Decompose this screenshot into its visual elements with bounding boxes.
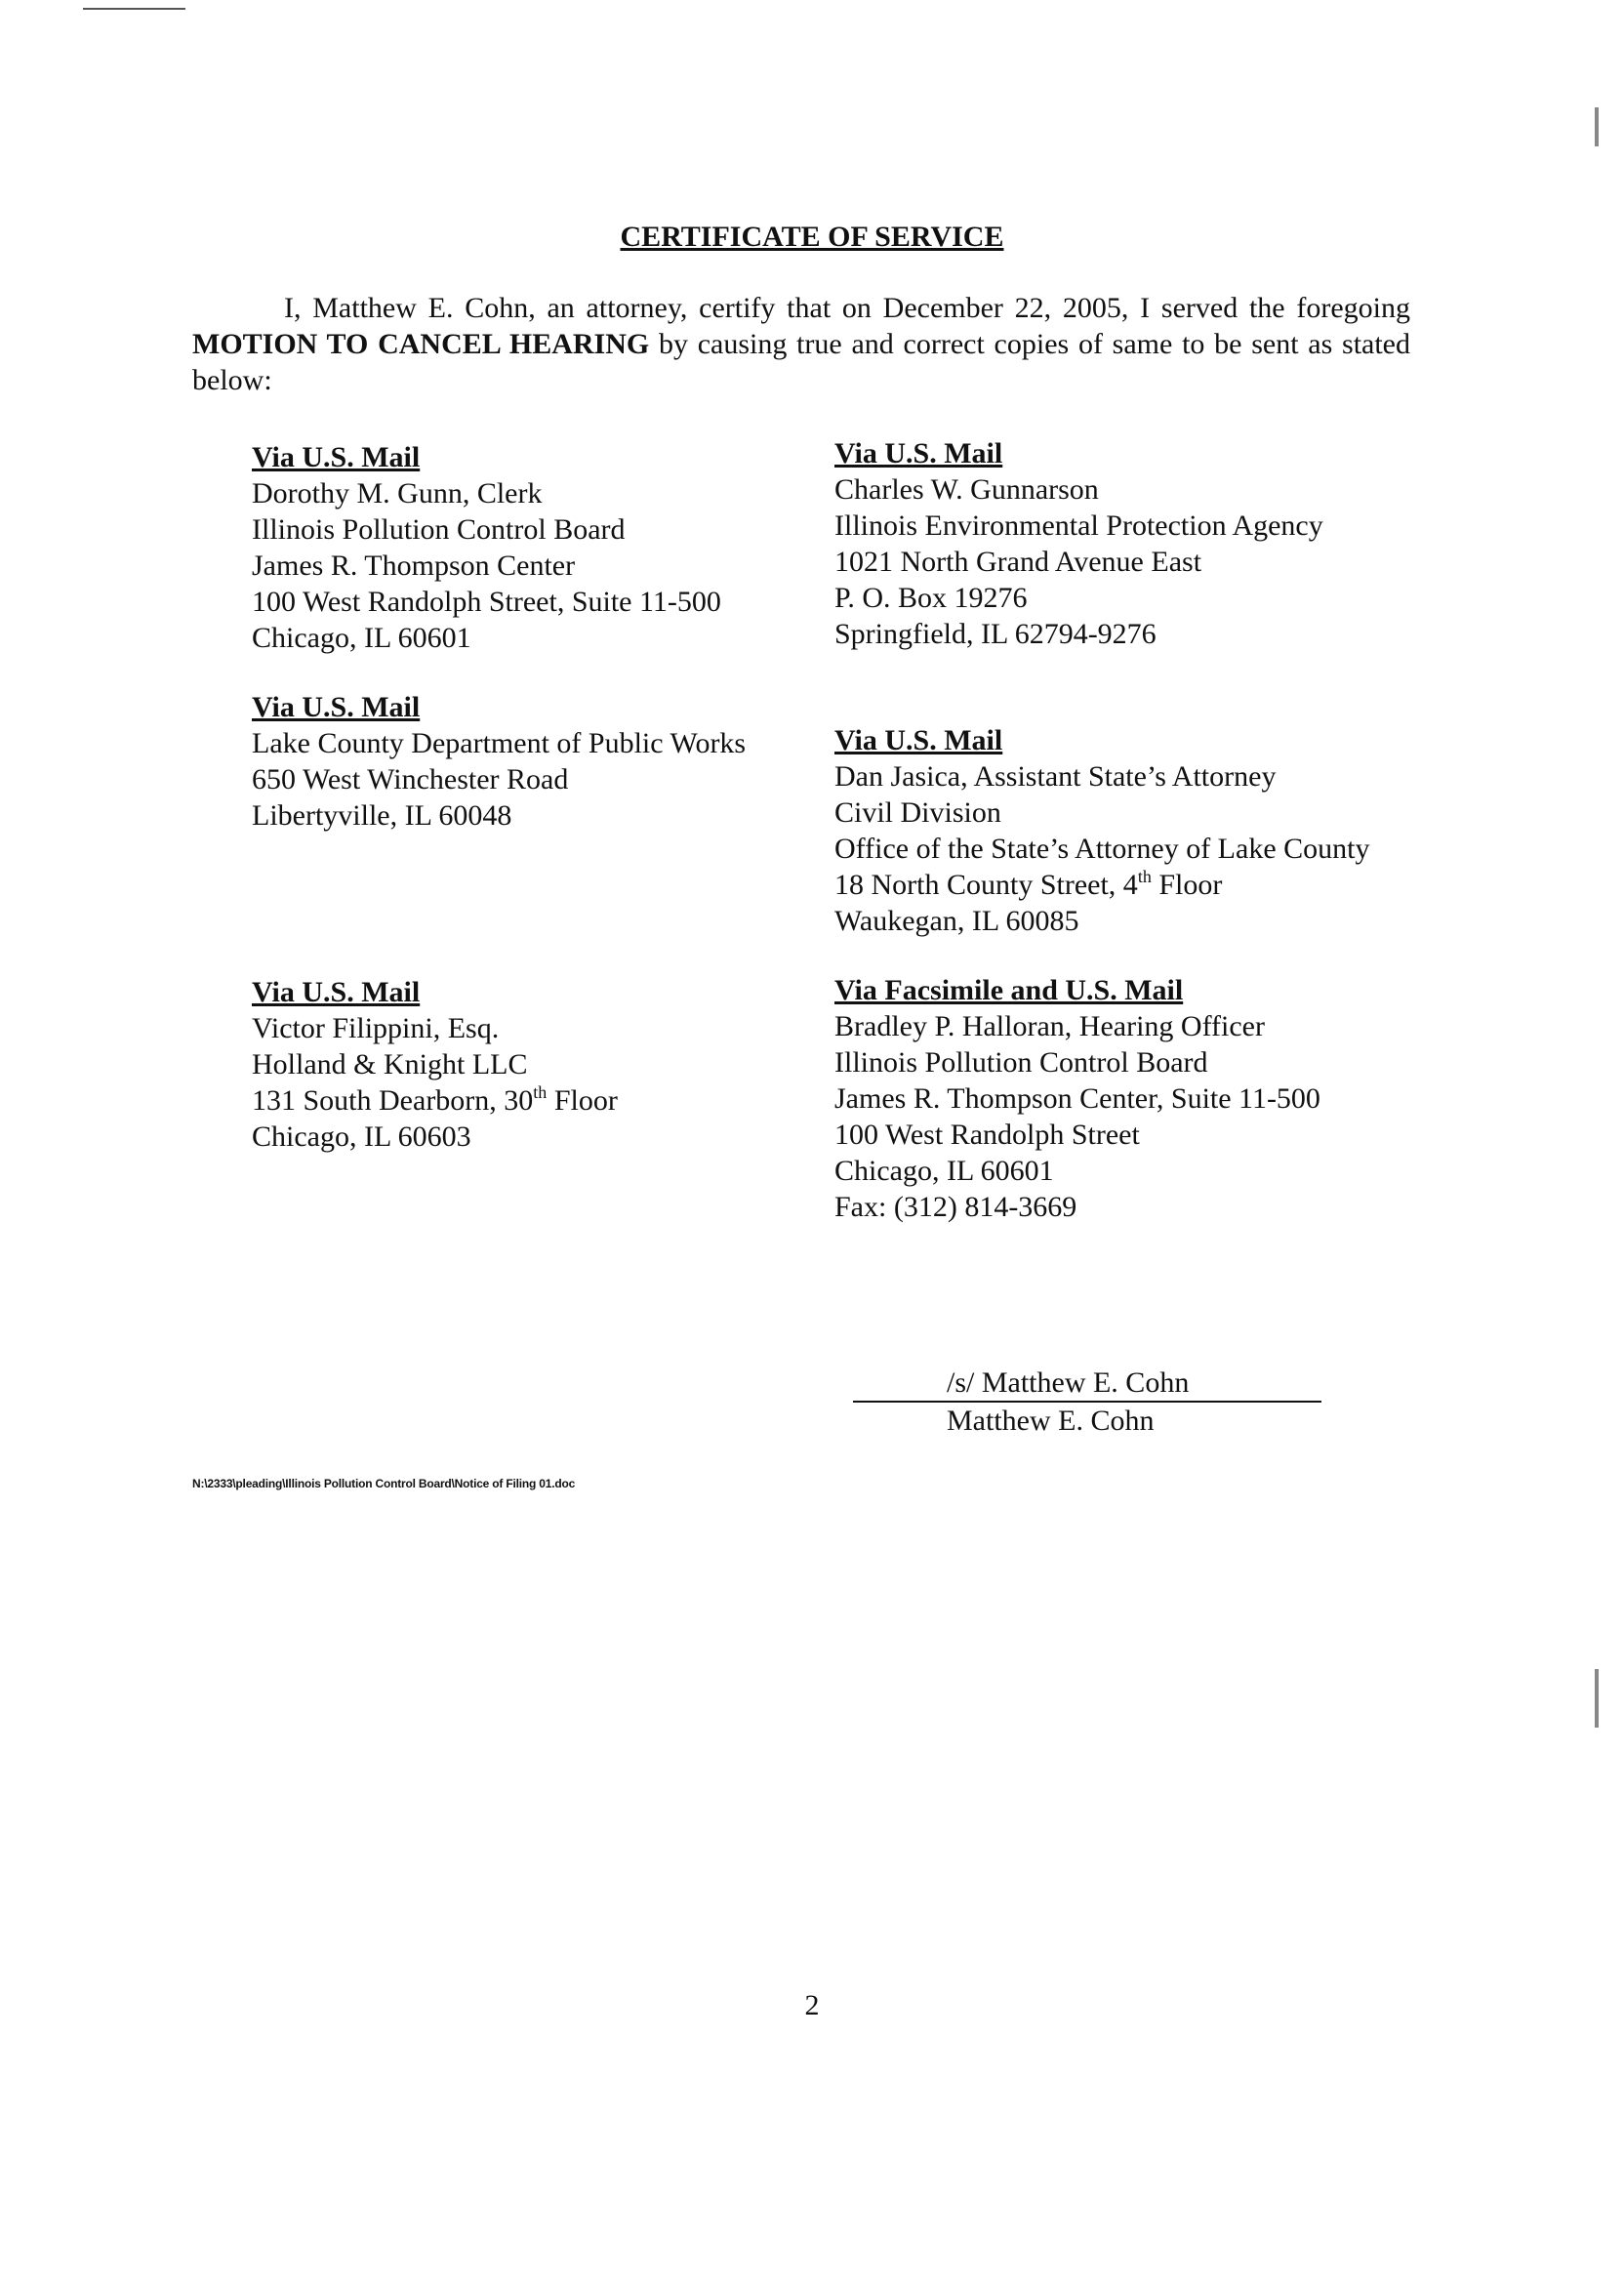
intro-paragraph	[192, 290, 1410, 398]
recipient-line: Holland & Knight LLC	[252, 1048, 528, 1080]
document-title: CERTIFICATE OF SERVICE	[620, 221, 1004, 253]
recipient-line	[834, 867, 1369, 903]
signature-line: /s/ Matthew E. Cohn	[853, 1365, 1321, 1403]
recipient-line: 100 West Randolph Street	[834, 1119, 1140, 1151]
recipient-line: Chicago, IL 60601	[834, 1155, 1054, 1187]
recipient-line: Illinois Pollution Control Board	[252, 513, 626, 546]
recipient-block-public-works	[252, 689, 746, 834]
address-text: 131 South Dearborn, 30	[252, 1084, 534, 1117]
recipient-line: 1021 North Grand Avenue East	[834, 546, 1202, 578]
recipient-block-holland-knight	[252, 974, 618, 1155]
address-text: Floor	[547, 1084, 618, 1117]
recipient-line: Illinois Environmental Protection Agency	[834, 509, 1323, 542]
recipient-block-hearing-officer	[834, 972, 1320, 1225]
intro-text-1: I, Matthew E. Cohn, an attorney, certify that on December 22, 2005, I served the foregoing	[284, 292, 1410, 324]
recipient-line: Lake County Department of Public Works	[252, 727, 747, 759]
intro-text-2: by causing true and correct copies of same to be sent as stated below:	[192, 328, 1410, 396]
signer-name: Matthew E. Cohn	[947, 1405, 1155, 1437]
recipient-line: Chicago, IL 60603	[252, 1121, 471, 1153]
service-method: Via U.S. Mail	[252, 691, 421, 723]
file-path-footer: N:\2333\pleading\Illinois Pollution Control Board\Notice of Filing 01.doc	[192, 1477, 576, 1490]
recipient-line: 650 West Winchester Road	[252, 763, 569, 795]
recipient-line: Springfield, IL 62794-9276	[834, 618, 1157, 650]
service-method: Via U.S. Mail	[834, 437, 1003, 469]
scan-edge-mark	[1595, 107, 1599, 146]
ordinal-suffix: th	[1137, 867, 1152, 886]
motion-title: MOTION TO CANCEL HEARING	[192, 328, 650, 360]
recipient-block-clerk	[252, 439, 721, 656]
recipient-line: Bradley P. Halloran, Hearing Officer	[834, 1010, 1265, 1042]
recipient-line: Dorothy M. Gunn, Clerk	[252, 477, 543, 509]
ordinal-suffix: th	[533, 1082, 548, 1102]
recipient-line: James R. Thompson Center	[252, 550, 576, 582]
recipient-line: Illinois Pollution Control Board	[834, 1046, 1208, 1079]
service-method: Via U.S. Mail	[252, 441, 421, 473]
service-method: Via Facsimile and U.S. Mail	[834, 974, 1184, 1006]
service-method: Via U.S. Mail	[834, 724, 1003, 756]
service-method: Via U.S. Mail	[252, 976, 421, 1008]
recipient-line: P. O. Box 19276	[834, 582, 1028, 614]
recipient-line: Victor Filippini, Esq.	[252, 1012, 500, 1044]
recipient-line: Waukegan, IL 60085	[834, 905, 1079, 937]
recipient-line: Office of the State’s Attorney of Lake County	[834, 833, 1370, 865]
recipient-line: Civil Division	[834, 796, 1001, 829]
scan-edge-mark	[1595, 1669, 1599, 1728]
signature-block	[853, 1365, 1321, 1439]
recipient-line: Fax: (312) 814-3669	[834, 1191, 1077, 1223]
recipient-line: Charles W. Gunnarson	[834, 473, 1099, 506]
recipient-line	[252, 1082, 618, 1119]
recipient-block-states-attorney	[834, 722, 1369, 939]
address-text: Floor	[1151, 869, 1223, 901]
address-text: 18 North County Street, 4	[834, 869, 1138, 901]
page-number: 2	[804, 1989, 820, 2021]
recipient-block-iepa	[834, 435, 1323, 652]
recipient-line: Libertyville, IL 60048	[252, 799, 512, 832]
recipient-line: James R. Thompson Center, Suite 11-500	[834, 1082, 1320, 1115]
recipient-line: Dan Jasica, Assistant State’s Attorney	[834, 760, 1277, 793]
scan-artifact-line	[83, 8, 185, 10]
recipient-line: Chicago, IL 60601	[252, 622, 471, 654]
recipient-line: 100 West Randolph Street, Suite 11-500	[252, 586, 721, 618]
